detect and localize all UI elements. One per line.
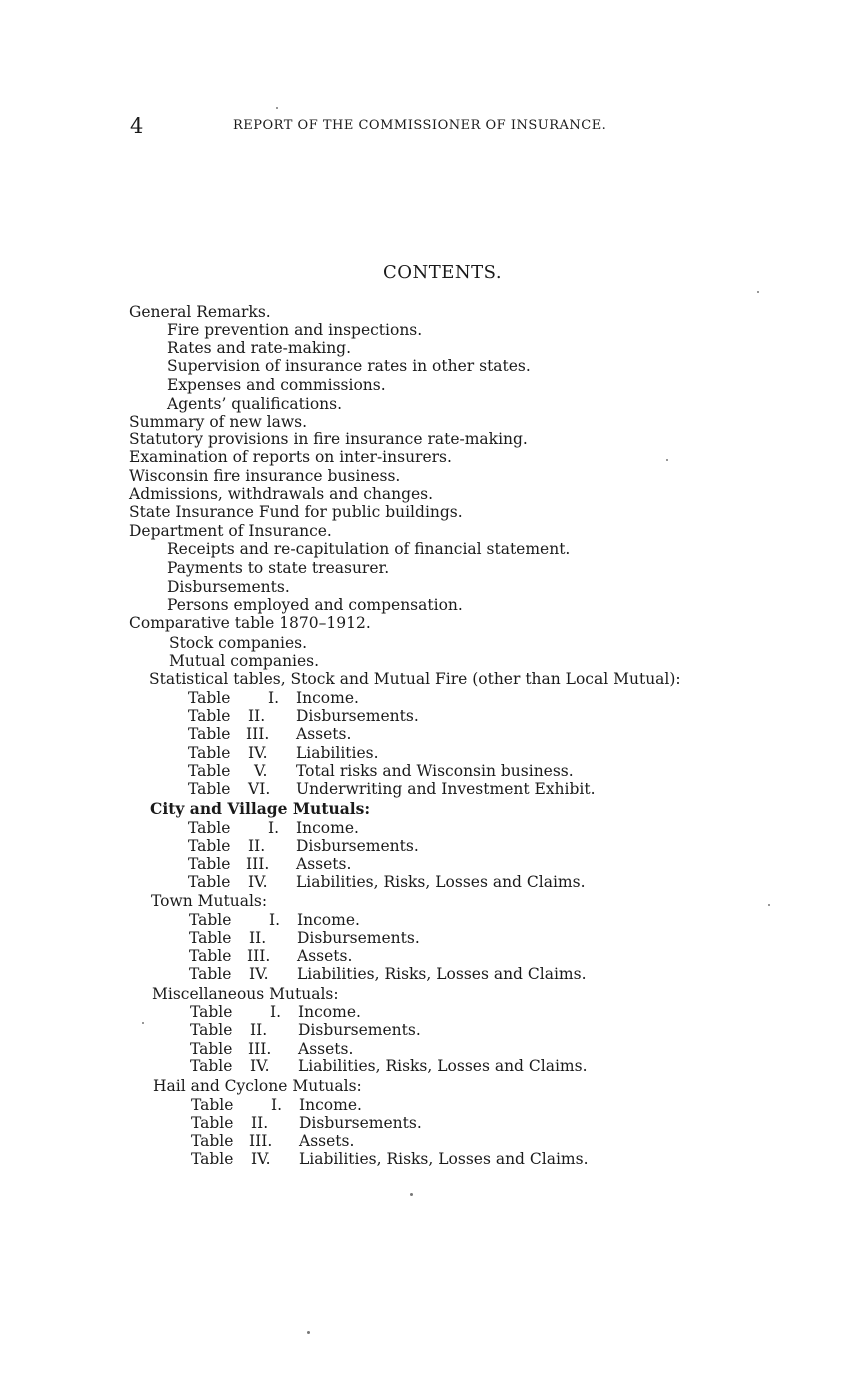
toc-entry-payments: Payments to state treasurer. (167, 559, 390, 577)
toc-entry-admissions: Admissions, withdrawals and changes. (129, 485, 434, 503)
table-row: Table IV. Liabilities, Risks, Losses and Claims. (188, 873, 586, 891)
toc-entry-state-fund: State Insurance Fund for public buildings. (129, 503, 463, 521)
scan-speck (757, 291, 759, 293)
scan-speck (666, 459, 668, 461)
table-row: Table II. Disbursements. (188, 707, 419, 725)
toc-entry-statutory: Statutory provisions in fire insurance rate-making. (129, 430, 528, 448)
table-row: Table I. Income. (188, 689, 359, 707)
toc-entry-rates: Rates and rate-making. (167, 339, 352, 357)
table-row: Table IV. Liabilities, Risks, Losses and Claims. (190, 1057, 588, 1075)
toc-entry-general-remarks: General Remarks. (129, 303, 271, 321)
scan-speck (276, 107, 278, 109)
toc-entry-receipts: Receipts and re-capitulation of financial statement. (167, 540, 571, 558)
table-row: Table VI. Underwriting and Investment Exhibit. (188, 780, 596, 798)
toc-entry-examination: Examination of reports on inter-insurers. (129, 448, 452, 466)
scan-speck (768, 904, 770, 906)
table-row: Table IV. Liabilities, Risks, Losses and Claims. (189, 965, 587, 983)
table-row: Table V. Total risks and Wisconsin business. (188, 762, 574, 780)
toc-entry-disbursements: Disbursements. (167, 578, 290, 596)
toc-entry-department: Department of Insurance. (129, 522, 332, 540)
table-row: Table I. Income. (191, 1096, 362, 1114)
toc-entry-stock-companies: Stock companies. (169, 634, 308, 652)
table-row: Table I. Income. (189, 911, 360, 929)
page-title: CONTENTS. (383, 262, 503, 283)
table-row: Table II. Disbursements. (188, 837, 419, 855)
table-row: Table III. Assets. (190, 1040, 354, 1058)
toc-entry-comparative: Comparative table 1870–1912. (129, 614, 371, 632)
page-number: 4 (130, 114, 144, 138)
section-heading-city-village: City and Village Mutuals: (150, 799, 371, 818)
toc-entry-supervision: Supervision of insurance rates in other states. (167, 357, 531, 375)
section-heading-hail: Hail and Cyclone Mutuals: (153, 1077, 362, 1095)
table-row: Table II. Disbursements. (190, 1021, 421, 1039)
table-row: Table I. Income. (190, 1003, 361, 1021)
section-heading-stock-mutual: Statistical tables, Stock and Mutual Fire (other than Local Mutual): (149, 670, 681, 688)
table-row: Table III. Assets. (188, 855, 352, 873)
table-row: Table IV. Liabilities, Risks, Losses and Claims. (191, 1150, 589, 1168)
scan-speck (307, 1331, 310, 1334)
table-row: Table III. Assets. (191, 1132, 355, 1150)
toc-entry-wisconsin-fire: Wisconsin fire insurance business. (129, 467, 401, 485)
toc-entry-summary-laws: Summary of new laws. (129, 413, 308, 431)
running-head: REPORT OF THE COMMISSIONER OF INSURANCE. (233, 118, 607, 133)
table-row: Table III. Assets. (188, 725, 352, 743)
table-row: Table I. Income. (188, 819, 359, 837)
toc-entry-expenses: Expenses and commissions. (167, 376, 386, 394)
table-row: Table II. Disbursements. (189, 929, 420, 947)
toc-entry-fire-prevention: Fire prevention and inspections. (167, 321, 423, 339)
table-row: Table IV. Liabilities. (188, 744, 379, 762)
toc-entry-agents: Agents’ qualifications. (167, 395, 343, 413)
toc-entry-persons: Persons employed and compensation. (167, 596, 463, 614)
section-heading-town: Town Mutuals: (151, 892, 268, 910)
table-row: Table III. Assets. (189, 947, 353, 965)
toc-entry-mutual-companies: Mutual companies. (169, 652, 320, 670)
table-row: Table II. Disbursements. (191, 1114, 422, 1132)
scan-speck (410, 1193, 413, 1196)
scan-speck (142, 1022, 144, 1024)
section-heading-misc: Miscellaneous Mutuals: (152, 985, 339, 1003)
